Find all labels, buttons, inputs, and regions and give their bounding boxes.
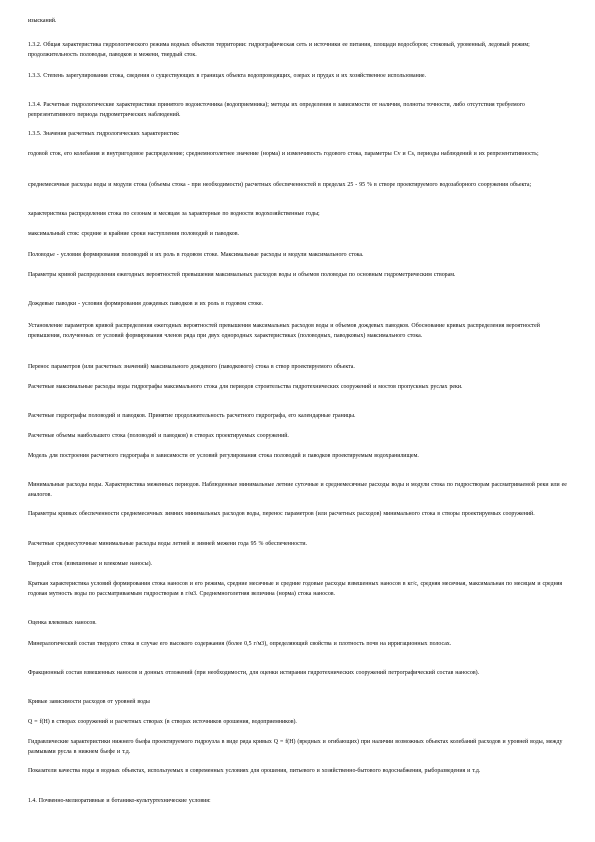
rating-curves-heading: Кривые зависимости расходов от уровней воды: [28, 699, 150, 705]
bedload-heading: Оценка влекомых наносов.: [28, 620, 97, 626]
section-1-3-4: 1.3.4. Расчетные гидрологические характеристики принятого водоисточника (водоприемника); методы их определения в зависимости от наличия, полноты точности, либо отсутствия требуемого репрезентативного периода гидрометрических наблюдений.: [28, 102, 525, 118]
solid-runoff-heading: Твердый сток (взвешенные и влекомые наносы).: [28, 561, 153, 567]
max-discharges-text: Расчетные максимальные расходы воды гидрографы максимального стока для периодов строительства гидротехнических сооружений и мостов пропускных руслах реки.: [28, 384, 463, 390]
parameter-transfer-text: Перенос параметров (или расчетных значений) максимального дождевого (паводкового) стока в створ проектируемого объекта.: [28, 364, 355, 370]
seasonal-distribution-text: характеристика распределения стока по сезонам и месяцам за характерные по водности водохозяйственные годы;: [28, 211, 320, 217]
sediment-characteristics-text: Краткая характеристика условий формирования стока наносов и его режима, средние месячные и средние годовые расходы взвешенных наносов в кг/с, средняя месячная, максимальная по месяцам и средняя годовая мутность воды по рассматриваемым гидростворам в г/м3. Среднемноголетняя величина (норма) стока наносов.: [28, 581, 563, 597]
mineral-composition-text: Минералогический состав твердого стока в случае его высокого содержания (более 0,5 г/м3), определяющий свойства и плотность почв на ирригационных полосах.: [28, 641, 452, 647]
distribution-curve-text: Параметры кривой распределения ежегодных вероятностей превышения максимальных расходов воды и объемов половодья по основным гидрометрическим створам.: [28, 272, 456, 278]
hydrographs-text: Расчетные гидрографы половодий и паводков. Принятие продолжительность расчетного гидрографа, его календарные границы.: [28, 413, 356, 419]
paragraph-intro: изысканий.: [28, 18, 57, 24]
max-volumes-text: Расчетные объемы наибольшего стока (половодий и паводков) в створах проектируемых сооружений.: [28, 433, 289, 439]
section-1-3-5: 1.3.5. Значения расчетных гидрологических характеристик:: [28, 131, 180, 137]
monthly-discharges-text: среднемесячные расходы воды и модули стока (объемы стока - при необходимости) расчетных обеспеченностей в пределах 25 - 95 % в створе проектируемого водозаборного сооружения объекта;: [28, 182, 532, 188]
curve-parameters-text: Установление параметров кривой распределения ежегодных вероятностей превышения максимальных расходов воды и объемов дождевых паводков. Обоснование кривых распределения вероятностей превышения, полученных от условий формирования членов ряда при двух однородных характеристиках (половодных, паводковых) максимального стока.: [28, 323, 540, 339]
rain-floods-text: Дождевые паводки - условия формирования дождевых паводков и их роль в годовом стоке.: [28, 301, 263, 307]
tailwater-characteristics-text: Гидравлические характеристики нижнего бьефа проектируемого гидроузла в виде ряда кривых Q = f(H) (вредных и огибающих) при наличии возможных объектах колебаний расходов и уровней воды, между размывами русла в нижнем бьефе и т.д.: [28, 739, 563, 755]
fractional-composition-text: Фракционный состав взвешенных наносов и донных отложений (при необходимости, для оценки истирания гидротехнических сооружений петрографический состав наносов).: [28, 670, 480, 676]
section-1-3-3: 1.3.3. Степень зарегулирования стока, сведения о существующих в границах объекта водопроводящих, озерах и прудах и их хозяйственное использование.: [28, 73, 427, 79]
maximum-runoff-text: максимальный сток: средние и крайние сроки наступления половодий и паводков.: [28, 231, 239, 237]
section-1-4-heading: 1.4. Почвенно-мелиоративные и ботанико-культуртехнические условия:: [28, 798, 211, 804]
minimum-discharges-text: Минимальные расходы воды. Характеристика меженных периодов. Наблюденные минимальные летние суточные и среднемесячные расходы воды и модули стока по гидростворам рассматриваемой реки или ее аналогов.: [28, 482, 567, 498]
water-quality-text: Показатели качества воды в водных объектах, используемых в современных условиях для орошения, питьевого и хозяйственно-бытового водоснабжения, рыборазведения и т.д.: [28, 768, 481, 774]
winter-curves-text: Параметры кривых обеспеченности среднемесячных зимних минимальных расходов воды, перенос параметров (или расчетных расходов) минимального стока в створы проектируемых сооружений.: [28, 511, 535, 517]
flood-text: Половодье - условия формирования половодий и их роль в годовом стоке. Максимальные расходы и модули максимального стока.: [28, 252, 364, 258]
section-1-3-2: 1.3.2. Общая характеристика гидрологического режима водных объектов территории: гидрографическая сеть и источники ее питания, площади водосборов; стоковый, уровенный, ледовый режим; продолжительность половодья, паводков и межени, твердый сток.: [28, 42, 530, 58]
design-minimum-text: Расчетные среднесуточные минимальные расходы воды летней и зимней межени года 95 % обеспеченности.: [28, 541, 307, 547]
annual-runoff-text: годовой сток, его колебания и внутригодовое распределение; среднемноголетнее значение (норма) и изменчивость годового стока, параметры Cv и Cs, периоды наблюдений и их репрезентативность;: [28, 151, 539, 157]
rating-curve-formula-text: Q = f(H) в створах сооружений и расчетных створах (в створах источников орошения, водоприемников).: [28, 719, 297, 725]
hydrograph-model-text: Модель для построения расчетного гидрографа в зависимости от условий регулирования стока половодий и паводков проектируемым водохранилищем.: [28, 453, 419, 459]
